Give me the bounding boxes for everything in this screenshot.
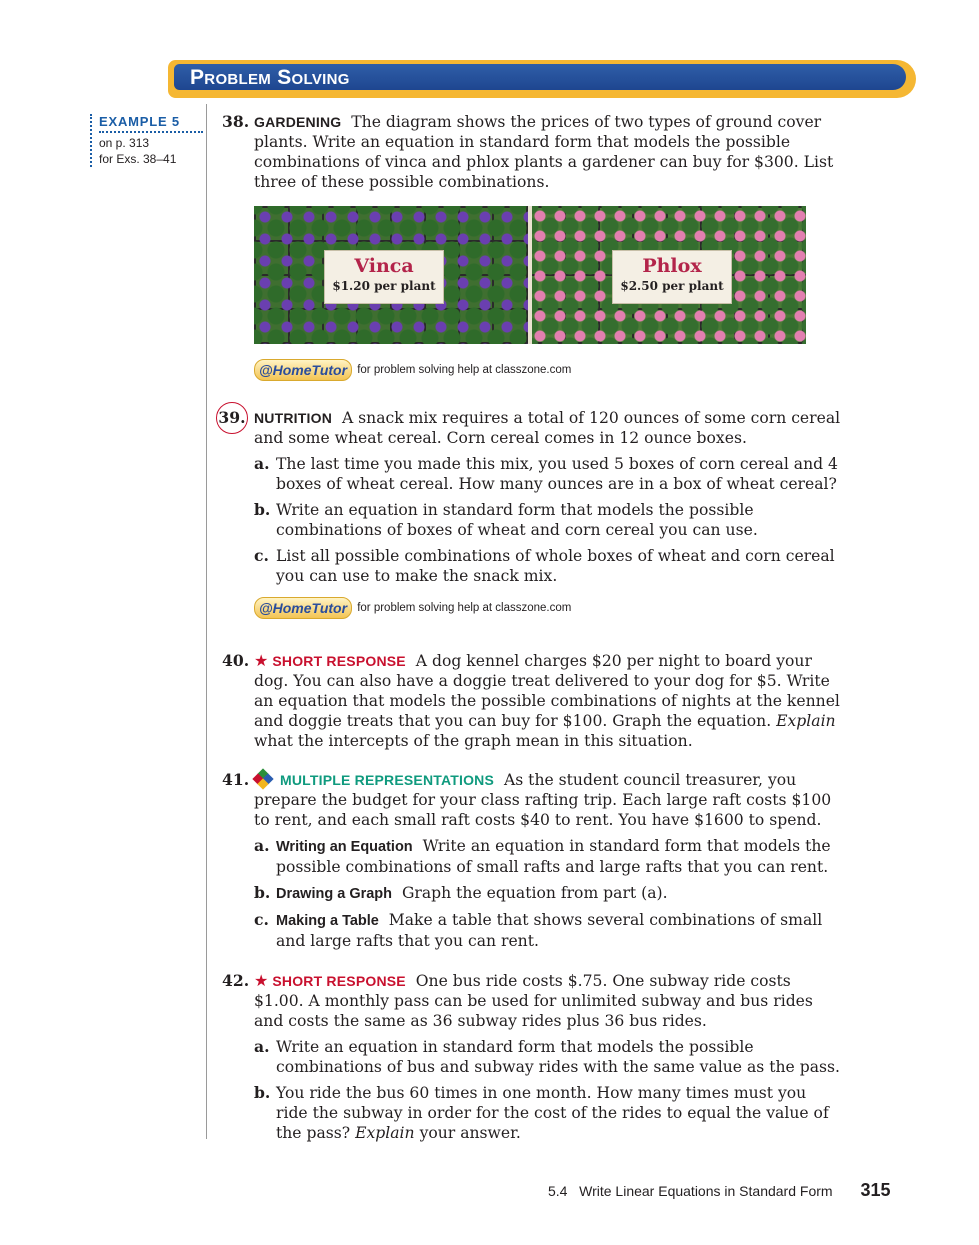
phlox-sign [612,250,732,304]
part-heading: Drawing a Graph [276,886,393,902]
margin-rule [206,104,207,1139]
example-reference [90,114,203,167]
problem-keyword: NUTRITION [254,410,333,426]
problem-number: 38. [222,112,250,131]
part-text: Make a table that shows several combinations of small and large rafts that you can rent. [276,911,823,950]
part-text: Graph the equation from part (a). [401,884,668,902]
vinca-price: $1.20 per plant [332,279,436,293]
part-label: b. [254,1083,271,1102]
problem-text: The diagram shows the prices of two types of ground cover plants. Write an equation in standard form that models the possible combinations of vinca and phlox plants a gardener can buy for $300. List three of these possible combinations. [254,113,834,191]
problem-text: One bus ride costs $.75. One subway ride costs $1.00. A monthly pass can be used for unlimited subway and bus rides and costs the same as 36 subway rides plus 36 bus rides. [254,972,813,1030]
banner-bar [174,64,906,90]
problem-part [254,910,842,951]
problem-text: A dog kennel charges $20 per night to board your dog. You can also have a doggie treat delivered to your dog for $5. Write an equation that models the possible combinations of nights at the kennel and doggie treats that you can buy for $100. Graph the equation. [254,652,840,730]
phlox-price: $2.50 per plant [620,279,724,293]
problem-keyword: SHORT RESPONSE [272,973,406,989]
problem-39 [218,408,842,586]
problem-part [254,1037,842,1077]
home-tutor-text: for problem solving help at classzone.com [357,602,572,614]
home-tutor-badge[interactable]: @HomeTutor [254,597,352,619]
explain-word: Explain [776,712,836,730]
home-tutor-link[interactable] [254,359,571,381]
star-icon: ★ [254,971,269,990]
problem-part [254,546,842,586]
problem-part [254,836,842,877]
part-text: Write an equation in standard form that models the possible combinations of bus and subway rides with the same value as the pass. [276,1038,840,1076]
part-label: c. [254,546,269,565]
part-label: c. [254,910,269,929]
plant-photo [254,206,806,344]
problem-keyword: SHORT RESPONSE [272,653,406,669]
section-banner [168,60,916,98]
example-exercises: for Exs. 38–41 [99,152,177,166]
problem-38 [222,112,842,192]
home-tutor-badge[interactable]: @HomeTutor [254,359,352,381]
tray-divider [528,206,532,344]
part-label: a. [254,454,270,473]
part-heading: Writing an Equation [276,839,413,855]
multiple-representations-icon [254,770,272,788]
part-text: Write an equation in standard form that models the possible combinations of small rafts and large rafts that you can rent. [276,837,831,876]
problem-keyword: MULTIPLE REPRESENTATIONS [280,772,495,788]
problem-part [254,883,842,904]
part-label: b. [254,883,271,902]
problem-42 [222,971,842,1143]
example-page: on p. 313 [99,136,150,150]
problem-keyword: GARDENING [254,114,342,130]
problem-text: A snack mix requires a total of 120 ounces of some corn cereal and some wheat cereal. Corn cereal comes in 12 ounce boxes. [254,409,841,447]
part-text: You ride the bus 60 times in one month. How many times must you ride the subway in order for the cost of the rides to equal the value of the pass? [276,1084,829,1142]
part-text-end: your answer. [419,1124,521,1142]
explain-word: Explain [355,1124,415,1142]
problem-number [218,408,248,434]
phlox-label: Phlox [642,255,702,277]
part-label: a. [254,1037,270,1056]
part-text: The last time you made this mix, you used 5 boxes of corn cereal and 4 boxes of wheat cereal. How many ounces are in a box of wheat cereal? [276,455,838,493]
problem-part [254,1083,842,1143]
problem-41 [222,770,842,951]
problem-part [254,500,842,540]
problem-40 [222,651,842,751]
part-heading: Making a Table [276,913,379,929]
problem-text-end: what the intercepts of the graph mean in this situation. [254,732,693,750]
page-footer [548,1180,891,1201]
vinca-sign [324,250,444,304]
page-number: 315 [860,1180,891,1200]
example-label: EXAMPLE 5 [99,114,203,133]
section-name: 5.4 Write Linear Equations in Standard Form [548,1183,833,1199]
part-text: Write an equation in standard form that models the possible combinations of boxes of wheat and corn cereal you can use. [276,501,758,539]
home-tutor-link[interactable] [254,597,571,619]
part-text: List all possible combinations of whole boxes of wheat and corn cereal you can use to make the snack mix. [276,547,835,585]
part-label: b. [254,500,271,519]
problem-number: 42. [222,971,250,990]
section-title: Problem Solving [190,66,350,89]
star-icon: ★ [254,651,269,670]
circled-number: 39. [216,402,248,434]
vinca-label: Vinca [354,255,414,277]
part-label: a. [254,836,270,855]
problem-number: 40. [222,651,250,670]
problem-part [254,454,842,494]
home-tutor-text: for problem solving help at classzone.com [357,364,572,376]
problem-text: As the student council treasurer, you prepare the budget for your class rafting trip. Each large raft costs $100 to rent, and each small raft costs $40 to rent. You have $1600 to spend. [254,771,832,829]
problem-number: 41. [222,770,250,789]
